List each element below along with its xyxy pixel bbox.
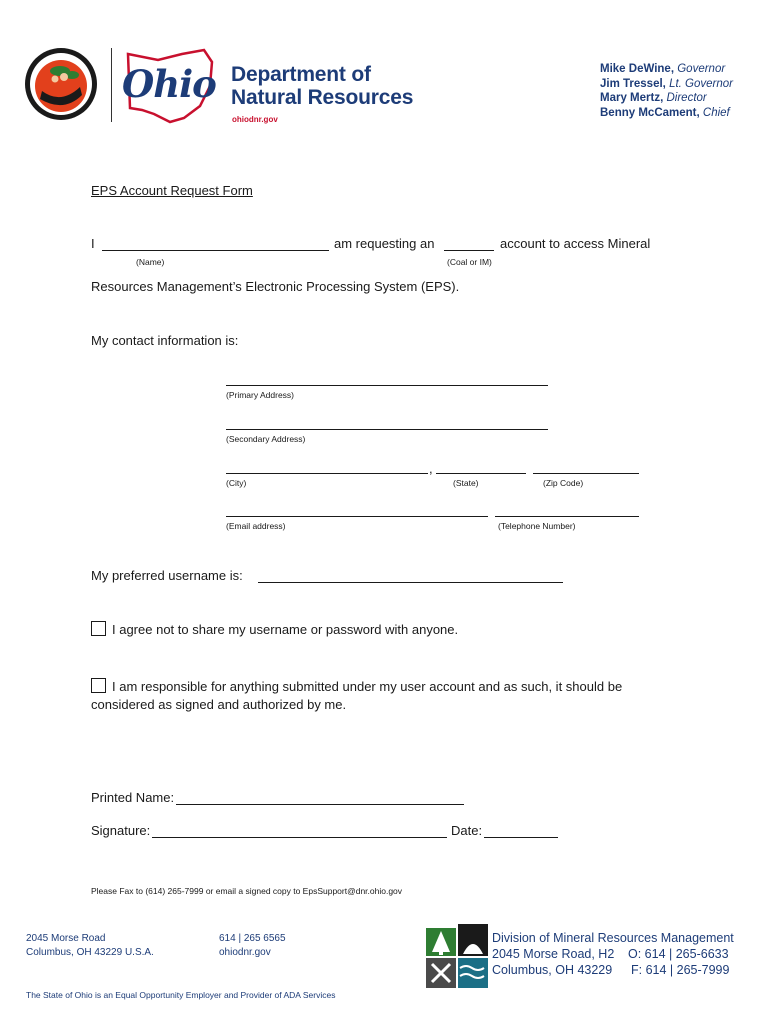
zip-caption: (Zip Code) [543,478,584,488]
footer-phone: 614 | 265 6565 [219,933,286,944]
footer-address-line-1: 2045 Morse Road [26,933,106,944]
secondary-address-caption: (Secondary Address) [226,434,306,444]
printed-name-label: Printed Name: [91,790,175,805]
responsible-line-1: I am responsible for anything submitted under my user account and as such, it should be [112,679,623,694]
dmrm-logo [426,924,488,988]
responsible-line-2: considered as signed and authorized by me. [91,697,347,712]
primary-address-field[interactable] [226,385,548,386]
intro-line-2: Resources Management’s Electronic Processing System (EPS). [91,279,460,294]
officials-list [600,62,733,120]
footer-contact [219,932,286,960]
city-caption: (City) [226,478,247,488]
division-address-1: 2045 Morse Road, H2 [492,947,615,961]
account-type-field[interactable] [444,250,494,251]
secondary-address-field[interactable] [226,429,548,430]
agree-share-checkbox[interactable] [91,621,106,636]
email-field[interactable] [226,516,488,517]
intro-i: I [91,236,95,251]
name-caption: (Name) [136,257,165,267]
header-website: ohiodnr.gov [232,115,278,124]
primary-address-caption: (Primary Address) [226,390,295,400]
odnr-seal-logo [24,47,98,121]
city-field[interactable] [226,473,428,474]
coal-caption: (Coal or IM) [447,257,492,267]
official-chief: Benny McCament, Chief [600,106,730,119]
division-name: Division of Mineral Resources Management [492,931,734,945]
city-comma: , [429,461,433,476]
department-line-1: Department of [231,63,371,86]
equal-opportunity-statement: The State of Ohio is an Equal Opportunity Employer and Provider of ADA Services [26,990,336,1000]
username-label: My preferred username is: [91,568,243,583]
phone-caption: (Telephone Number) [498,521,576,531]
form-title: EPS Account Request Form [91,183,253,198]
name-field[interactable] [102,250,329,251]
responsible-checkbox[interactable] [91,678,106,693]
footer-address-line-2: Columbus, OH 43229 U.S.A. [26,947,154,958]
username-field[interactable] [258,582,563,583]
signature-label: Signature: [91,823,151,838]
contact-label: My contact information is: [91,333,239,348]
department-name [231,63,413,109]
division-fax: F: 614 | 265-7999 [631,963,730,977]
printed-name-field[interactable] [176,804,464,805]
zip-field[interactable] [533,473,639,474]
phone-field[interactable] [495,516,639,517]
division-address-2: Columbus, OH 43229 [492,963,613,977]
ohio-script-text: Ohio [122,62,216,106]
official-governor: Mike DeWine, Governor [600,63,726,75]
division-office-phone: O: 614 | 265-6633 [628,947,729,961]
fax-note: Please Fax to (614) 265-7999 or email a signed copy to EpsSupport@dnr.ohio.gov [91,886,403,896]
footer-address [26,932,154,960]
intro-requesting: am requesting an [334,236,435,251]
department-line-2: Natural Resources [231,86,414,109]
official-lt-governor: Jim Tressel, Lt. Governor [600,77,733,90]
date-label: Date: [451,823,483,838]
state-caption: (State) [453,478,479,488]
intro-access: account to access Mineral [500,236,651,251]
email-caption: (Email address) [226,521,286,531]
footer-web: ohiodnr.gov [219,947,271,958]
official-director: Mary Mertz, Director [600,92,707,104]
date-field[interactable] [484,837,558,838]
agree-share-text: I agree not to share my username or password with anyone. [112,622,459,637]
header-divider [111,48,112,122]
state-field[interactable] [436,473,526,474]
ohio-outline-logo [120,48,220,126]
signature-field[interactable] [152,837,447,838]
